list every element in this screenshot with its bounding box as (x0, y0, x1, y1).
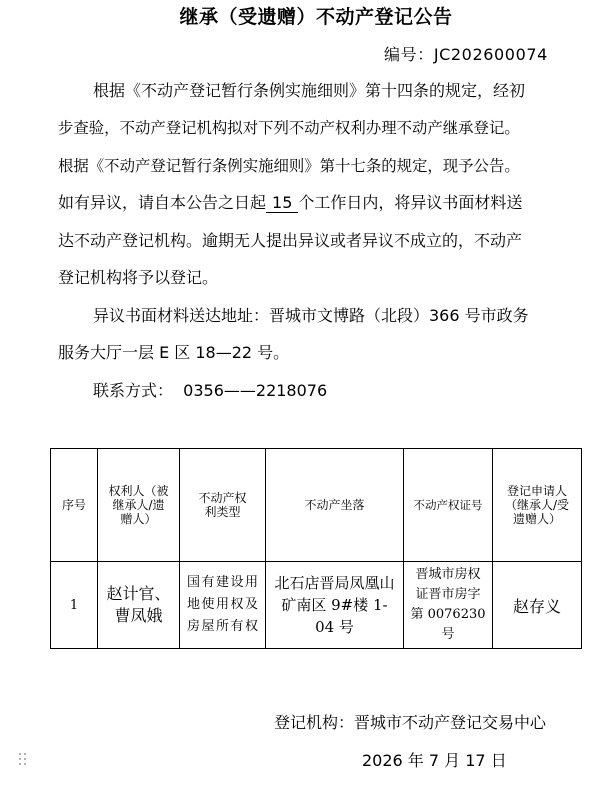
cell-right-type: 国有建设用地使用权及房屋所有权 (180, 562, 266, 649)
body-line-2: 步查验，不动产登记机构拟对下列不动产权利办理不动产继承登记。 (58, 119, 520, 137)
document-number-value: JC202600074 (433, 45, 548, 64)
table-header-row (51, 449, 582, 562)
address-line-1: 异议书面材料送达地址：晋城市文博路（北段）366 号市政务 (93, 306, 529, 325)
body-line-3: 根据《不动产登记暂行条例实施细则》第十七条的规定，现予公告。 (58, 157, 520, 175)
drag-handle-icon[interactable] (19, 753, 29, 769)
cell-right-holder: 赵计官、曹凤娥 (98, 562, 180, 649)
notice-date: 2026 年 7 月 17 日 (362, 751, 507, 770)
notice-title: 继承（受遗赠）不动产登记公告 (179, 6, 453, 28)
document-number (384, 44, 548, 66)
registration-table (50, 448, 582, 649)
header-right-holder: 权利人（被继承人/遗赠人） (98, 449, 180, 562)
body-line-1: 根据《不动产登记暂行条例实施细则》第十四条的规定，经初 (93, 81, 526, 100)
header-location: 不动产坐落 (266, 449, 404, 562)
cell-location: 北石店晋局凤凰山矿南区 9#楼 1-04 号 (266, 562, 404, 649)
cell-applicant: 赵存义 (493, 562, 582, 649)
address-line-2: 服务大厅一层 E 区 18—22 号。 (58, 343, 290, 362)
cell-seq: 1 (51, 562, 98, 649)
body-line-4-before: 如有异议，请自本公告之日起 (58, 193, 267, 212)
cell-cert-no: 晋城市房权证晋市房字第 0076230 号 (404, 562, 493, 649)
document-number-label: 编号： (384, 45, 434, 64)
contact-line: 联系方式： 0356——2218076 (93, 381, 328, 400)
header-seq: 序号 (51, 449, 98, 562)
header-cert-no: 不动产权证号 (404, 449, 493, 562)
body-line-4 (58, 192, 522, 214)
body-line-4-after: 个工作日内，将异议书面材料送 (298, 193, 523, 212)
registration-organization: 登记机构：晋城市不动产登记交易中心 (274, 713, 547, 732)
header-right-type: 不动产权利类型 (180, 449, 266, 562)
body-line-5: 达不动产登记机构。逾期无人提出异议或者异议不成立的，不动产 (58, 231, 523, 250)
header-applicant: 登记申请人（继承人/受遗赠人） (493, 449, 582, 562)
table-row (51, 562, 582, 649)
objection-days: 15 (266, 194, 298, 213)
body-line-6: 登记机构将予以登记。 (58, 268, 219, 287)
